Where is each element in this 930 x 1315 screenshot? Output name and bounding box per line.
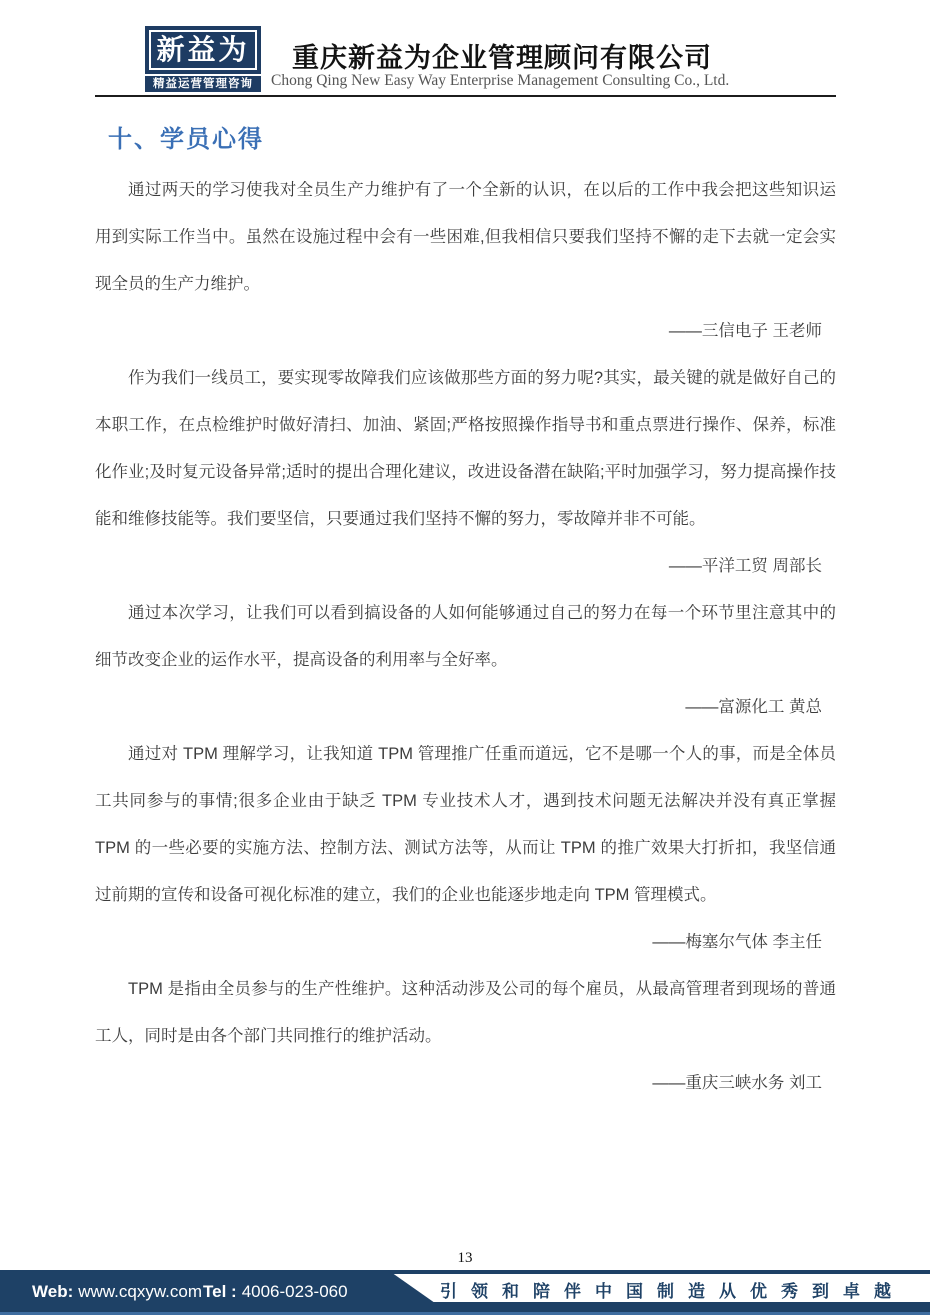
company-name-cn: 重庆新益为企业管理顾问有限公司 — [292, 43, 712, 73]
footer-contact-info — [32, 1282, 348, 1302]
testimonial-text: 通过本次学习，让我们可以看到搞设备的人如何能够通过自己的努力在每一个环节里注意其中的细节改变企业的运作水平，提高设备的利用率与全好率。 — [95, 604, 836, 669]
testimonials-content — [95, 167, 836, 1107]
logo-sub-text: 精益运营管理咨询 — [145, 76, 261, 92]
footer-slogan: 引领和陪伴中国制造从优秀到卓越 — [440, 1282, 905, 1301]
testimonial-attribution: ——三信电子 王老师 — [668, 322, 822, 340]
header-divider — [95, 95, 836, 97]
logo-box — [145, 26, 261, 74]
testimonial-attribution: ——梅塞尔气体 李主任 — [652, 933, 822, 951]
web-label: Web: — [32, 1282, 74, 1301]
testimonial-text: 通过两天的学习使我对全员生产力维护有了一个全新的认识，在以后的工作中我会把这些知识运用到实际工作当中。虽然在设施过程中会有一些困难,但我相信只要我们坚持不懈的走下去就一定会实现全员的生产力维护。 — [95, 181, 836, 293]
page-number: 13 — [457, 1250, 473, 1266]
testimonial-text: 通过对 TPM 理解学习，让我知道 TPM 管理推广任重而道远，它不是哪一个人的事，而是全体员工共同参与的事情;很多企业由于缺乏 TPM 专业技术人才，遇到技术问题无法解决并没有真正掌握 TPM 的一些必要的实施方法、控制方法、测试方法等，从而让 TPM 的推广效果大打折扣，我坚信通过前期的宣传和设备可视化标准的建立，我们的企业也能逐步地走向 TPM 管理模式。 — [95, 745, 836, 904]
logo-main-text: 新益为 — [149, 30, 257, 70]
section-title: 十、学员心得 — [108, 126, 264, 153]
testimonial-text: 作为我们一线员工，要实现零故障我们应该做那些方面的努力呢?其实，最关键的就是做好自己的本职工作，在点检维护时做好清扫、加油、紧固;严格按照操作指导书和重点票进行操作、保养，标准化作业;及时复元设备异常;适时的提出合理化建议，改进设备潜在缺陷;平时加强学习，努力提高操作技能和维修技能等。我们要坚信，只要通过我们坚持不懈的努力，零故障并非不可能。 — [95, 369, 836, 528]
testimonial-attribution: ——富源化工 黄总 — [685, 698, 822, 716]
company-logo — [145, 26, 261, 92]
web-url: www.cqxyw.com — [78, 1282, 202, 1301]
page-footer — [0, 1270, 930, 1315]
footer-bottom-bar — [0, 1302, 930, 1312]
testimonial-attribution: ——重庆三峡水务 刘工 — [652, 1074, 822, 1092]
testimonial-attribution: ——平洋工贸 周部长 — [668, 557, 822, 575]
tel-label: Tel : — [203, 1282, 237, 1301]
company-name-en: Chong Qing New Easy Way Enterprise Management Consulting Co., Ltd. — [271, 72, 730, 89]
testimonial-text: TPM 是指由全员参与的生产性维护。这种活动涉及公司的每个雇员，从最高管理者到现场的普通工人，同时是由各个部门共同推行的维护活动。 — [95, 980, 836, 1045]
tel-number: 4006-023-060 — [241, 1282, 348, 1301]
